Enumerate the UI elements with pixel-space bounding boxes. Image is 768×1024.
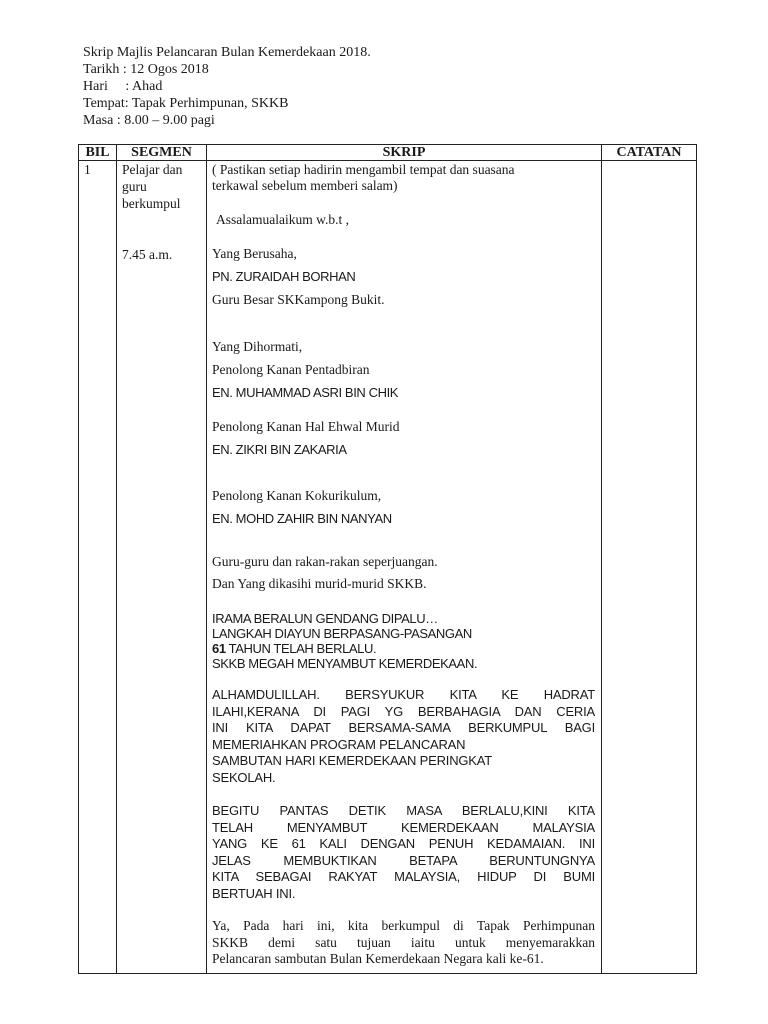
skrip-guru-line: Guru-guru dan rakan-rakan seperjuangan. [212,554,438,569]
script-title: Skrip Majlis Pelancaran Bulan Kemerdekaan 2018. [83,45,371,60]
skrip-pk1-name: EN. MUHAMMAD ASRI BIN CHIK [212,385,399,400]
paragraph-3-line: Ya, Pada hari ini, kita berkumpul di Tapak Perhimpunan [212,918,595,933]
skrip-cell [207,161,602,974]
col-header-skrip: SKRIP [207,145,602,161]
script-table [78,144,697,974]
catatan-cell [602,161,697,974]
skrip-pk2-name: EN. ZIKRI BIN ZAKARIA [212,442,347,457]
segmen-line-3: berkumpul [122,196,181,211]
col-header-segmen: SEGMEN [117,145,207,161]
skrip-yb-post: Guru Besar SKKampong Bukit. [212,292,385,307]
paragraph-2-line: BEGITU PANTAS DETIK MASA BERLALU,KINI KITA [212,803,595,818]
paragraph-1 [212,687,595,787]
table-row [79,161,697,974]
bil-cell [79,161,117,974]
paragraph-1-line: SAMBUTAN HARI KEMERDEKAAN PERINGKAT [212,753,493,769]
skrip-pk3-post: Penolong Kanan Kokurikulum, [212,488,382,503]
pantun-line-4: SKKB MEGAH MENYAMBUT KEMERDEKAAN. [212,656,478,671]
pantun-line-2: LANGKAH DIAYUN BERPASANG-PASANGAN [212,626,472,641]
table-header-row [79,145,697,161]
segmen-line-2: guru [122,179,147,194]
skrip-salam: Assalamualaikum w.b.t , [216,212,349,227]
skrip-murid-line: Dan Yang dikasihi murid-murid SKKB. [212,576,427,591]
paragraph-2-line: JELAS MEMBUKTIKAN BETAPA BERUNTUNGNYA [212,852,595,868]
day-line: Hari : Ahad [83,79,163,94]
pantun-line-3 [212,641,376,656]
skrip-note-line-2: terkawal sebelum memberi salam) [212,178,398,193]
skrip-yb-title: Yang Berusaha, [212,246,297,261]
segmen-time: 7.45 a.m. [122,247,173,262]
paragraph-2 [212,803,595,903]
paragraph-1-line: ALHAMDULILLAH. BERSYUKUR KITA KE HADRAT [212,687,595,702]
skrip-yd-title: Yang Dihormati, [212,339,303,354]
paragraph-1-line: MEMERIAHKAN PROGRAM PELANCARAN [212,736,466,752]
paragraph-2-line: KITA SEBAGAI RAKYAT MALAYSIA, HIDUP DI BUMI [212,869,595,885]
pantun-number: 61 [212,641,226,656]
bil-value: 1 [84,162,91,177]
paragraph-1-line: ILAHI,KERANA DI PAGI YG BERBAHAGIA DAN CERIA [212,703,595,719]
paragraph-3-line: Pelancaran sambutan Bulan Kemerdekaan Negara kali ke-61. [212,951,544,966]
skrip-yb-name: PN. ZURAIDAH BORHAN [212,269,356,284]
skrip-note-line-1: ( Pastikan setiap hadirin mengambil tempat dan suasana [212,162,515,177]
paragraph-3-line: SKKB demi satu tujuan iaitu untuk menyemarakkan [212,934,595,950]
skrip-pk2-post: Penolong Kanan Hal Ehwal Murid [212,419,400,434]
document-header [83,44,371,129]
skrip-pk1-post: Penolong Kanan Pentadbiran [212,362,370,377]
segmen-cell [117,161,207,974]
paragraph-1-line: SEKOLAH. [212,769,276,785]
col-header-bil: BIL [79,145,117,161]
paragraph-3 [212,918,595,968]
skrip-pk3-name: EN. MOHD ZAHIR BIN NANYAN [212,511,392,526]
paragraph-2-line: TELAH MENYAMBUT KEMERDEKAAN MALAYSIA [212,819,595,835]
date-line: Tarikh : 12 Ogos 2018 [83,62,209,77]
paragraph-2-line: YANG KE 61 KALI DENGAN PENUH KEDAMAIAN. INI [212,836,595,852]
pantun-line-3-text: TAHUN TELAH BERLALU. [225,641,377,656]
paragraph-2-line: BERTUAH INI. [212,885,296,901]
segmen-line-1: Pelajar dan [122,162,183,177]
time-line: Masa : 8.00 – 9.00 pagi [83,113,215,128]
venue-line: Tempat: Tapak Perhimpunan, SKKB [83,96,289,111]
pantun-line-1: IRAMA BERALUN GENDANG DIPALU… [212,611,438,626]
col-header-catatan: CATATAN [602,145,697,161]
paragraph-1-line: INI KITA DAPAT BERSAMA-SAMA BERKUMPUL BAGI [212,720,595,736]
